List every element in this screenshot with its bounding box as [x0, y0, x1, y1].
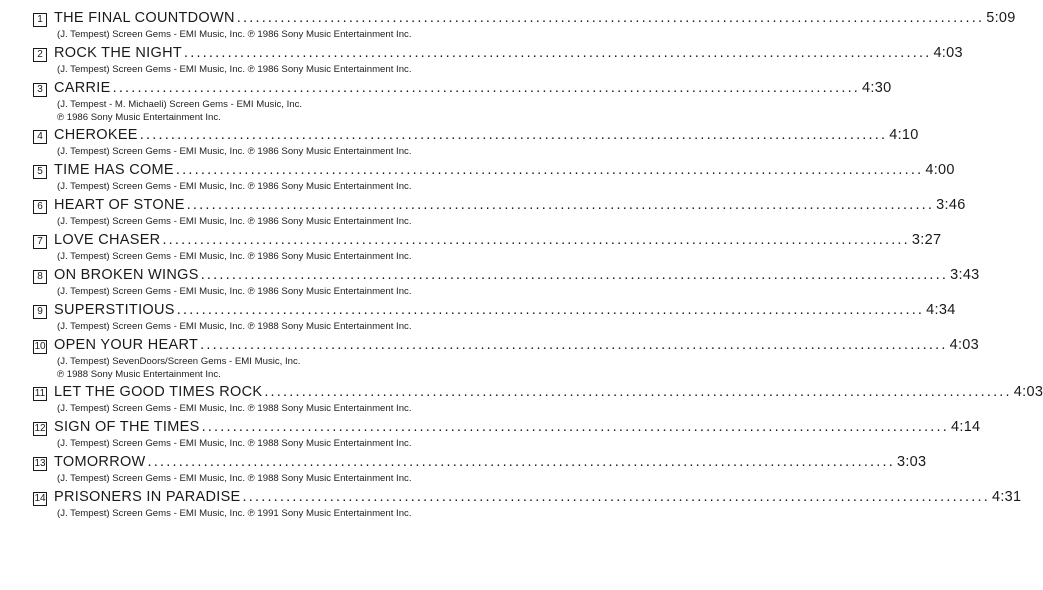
track-credit: [57, 146, 557, 159]
credit-line: (J. Tempest) Screen Gems - EMI Music, Inc. ℗ 1988 Sony Music Entertainment Inc.: [57, 438, 412, 449]
track-title: TIME HAS COME: [54, 162, 174, 178]
track-credit: [57, 403, 557, 416]
track-title-line: [54, 127, 919, 144]
track-title-line: [54, 454, 927, 471]
credit-line: (J. Tempest) Screen Gems - EMI Music, Inc. ℗ 1988 Sony Music Entertainment Inc.: [57, 321, 412, 332]
track-title-line: [54, 337, 980, 354]
credit-line: (J. Tempest) Screen Gems - EMI Music, Inc. ℗ 1988 Sony Music Entertainment Inc.: [57, 473, 412, 484]
track-title: TOMORROW: [54, 454, 146, 470]
track-duration: 4:00: [925, 162, 955, 178]
track-number: 7: [33, 235, 47, 249]
track-duration: 3:43: [950, 267, 980, 283]
track-number: 6: [33, 200, 47, 214]
track-credit: [57, 64, 557, 77]
dot-leader: ........................................................................................................................: [147, 454, 895, 470]
dot-leader: ........................................................................................................................: [242, 489, 990, 505]
track-number: 1: [33, 13, 47, 27]
credit-line: (J. Tempest) Screen Gems - EMI Music, Inc. ℗ 1986 Sony Music Entertainment Inc.: [57, 216, 412, 227]
track-duration: 3:03: [896, 454, 927, 470]
track-title-line: [54, 197, 966, 214]
credit-line: (J. Tempest - M. Michaeli) Screen Gems - EMI Music, Inc.: [57, 99, 303, 110]
track-title: LOVE CHASER: [54, 232, 161, 248]
dot-leader: ........................................................................................................................: [162, 232, 910, 248]
dot-leader: ........................................................................................................................: [176, 302, 925, 318]
credit-line: (J. Tempest) Screen Gems - EMI Music, Inc. ℗ 1986 Sony Music Entertainment Inc.: [57, 29, 412, 40]
credit-line: ℗ 1988 Sony Music Entertainment Inc.: [57, 368, 221, 380]
track-credit: [57, 473, 557, 486]
credit-line: (J. Tempest) Screen Gems - EMI Music, Inc. ℗ 1986 Sony Music Entertainment Inc.: [57, 286, 412, 297]
track-title: SIGN OF THE TIMES: [54, 419, 200, 435]
track-duration: 4:31: [991, 489, 1022, 505]
credit-line: (J. Tempest) Screen Gems - EMI Music, Inc. ℗ 1986 Sony Music Entertainment Inc.: [57, 181, 412, 192]
track-number: 11: [34, 388, 46, 399]
track-duration: 4:34: [926, 302, 956, 318]
track-title: CARRIE: [54, 80, 111, 96]
track-duration: 3:27: [911, 232, 942, 248]
track-duration: 4:03: [949, 337, 980, 353]
track-title: HEART OF STONE: [54, 197, 185, 213]
dot-leader: ........................................................................................................................: [264, 384, 1012, 400]
track-title: ROCK THE NIGHT: [54, 45, 182, 61]
credit-line: ℗ 1986 Sony Music Entertainment Inc.: [57, 111, 221, 123]
track-title-line: [54, 489, 1022, 506]
dot-leader: ........................................................................................................................: [236, 10, 985, 26]
dot-leader: ........................................................................................................................: [200, 267, 949, 283]
track-title: CHEROKEE: [54, 127, 138, 143]
credit-line: (J. Tempest) Screen Gems - EMI Music, Inc. ℗ 1986 Sony Music Entertainment Inc.: [57, 146, 412, 157]
track-title-line: [54, 80, 892, 97]
track-credit: [57, 438, 557, 451]
track-title: PRISONERS IN PARADISE: [54, 489, 241, 505]
track-number: 10: [34, 341, 46, 352]
dot-leader: ........................................................................................................................: [175, 162, 924, 178]
track-credit: [57, 99, 557, 124]
credit-line: (J. Tempest) Screen Gems - EMI Music, Inc. ℗ 1986 Sony Music Entertainment Inc.: [57, 64, 412, 75]
track-number: 5: [33, 165, 47, 179]
credit-line: (J. Tempest) Screen Gems - EMI Music, Inc. ℗ 1988 Sony Music Entertainment Inc.: [57, 403, 412, 414]
track-duration: 4:03: [933, 45, 963, 61]
track-title-line: [54, 162, 955, 179]
dot-leader: ........................................................................................................................: [186, 197, 935, 213]
track-number: 2: [33, 48, 47, 62]
track-title: ON BROKEN WINGS: [54, 267, 199, 283]
track-credit: [57, 251, 557, 264]
track-title-line: [54, 10, 1016, 27]
track-title: OPEN YOUR HEART: [54, 337, 199, 353]
track-title: THE FINAL COUNTDOWN: [54, 10, 235, 26]
track-duration: 4:10: [889, 127, 919, 143]
track-number: 3: [33, 83, 47, 97]
track-duration: 4:30: [862, 80, 892, 96]
track-number: 13: [34, 458, 46, 469]
track-title-line: [54, 232, 942, 249]
track-duration: 3:46: [936, 197, 966, 213]
track-title-line: [54, 419, 981, 436]
track-credit: [57, 29, 557, 42]
track-number: 4: [33, 130, 47, 144]
track-duration: 4:14: [951, 419, 981, 435]
track-number: 9: [33, 305, 47, 319]
track-title-line: [54, 384, 1043, 401]
track-number: 14: [34, 493, 46, 504]
dot-leader: ........................................................................................................................: [201, 419, 949, 435]
track-title-line: [54, 45, 963, 62]
track-credit: [57, 181, 557, 194]
track-credit: [57, 508, 557, 521]
track-number: 12: [34, 423, 46, 434]
track-title: SUPERSTITIOUS: [54, 302, 175, 318]
track-duration: 5:09: [986, 10, 1016, 26]
track-duration: 4:03: [1013, 384, 1043, 400]
track-credit: [57, 321, 557, 334]
credit-line: (J. Tempest) SevenDoors/Screen Gems - EMI Music, Inc.: [57, 356, 301, 367]
track-number: 8: [33, 270, 47, 284]
track-title-line: [54, 302, 956, 319]
track-title-line: [54, 267, 980, 284]
dot-leader: ........................................................................................................................: [139, 127, 888, 143]
credit-line: (J. Tempest) Screen Gems - EMI Music, Inc. ℗ 1991 Sony Music Entertainment Inc.: [57, 508, 412, 519]
dot-leader: ........................................................................................................................: [112, 80, 861, 96]
track-credit: [57, 216, 557, 229]
dot-leader: ........................................................................................................................: [200, 337, 948, 353]
credit-line: (J. Tempest) Screen Gems - EMI Music, Inc. ℗ 1986 Sony Music Entertainment Inc.: [57, 251, 412, 262]
track-title: LET THE GOOD TIMES ROCK: [54, 384, 263, 400]
track-credit: [57, 286, 557, 299]
track-credit: [57, 356, 557, 381]
dot-leader: ........................................................................................................................: [184, 45, 932, 61]
